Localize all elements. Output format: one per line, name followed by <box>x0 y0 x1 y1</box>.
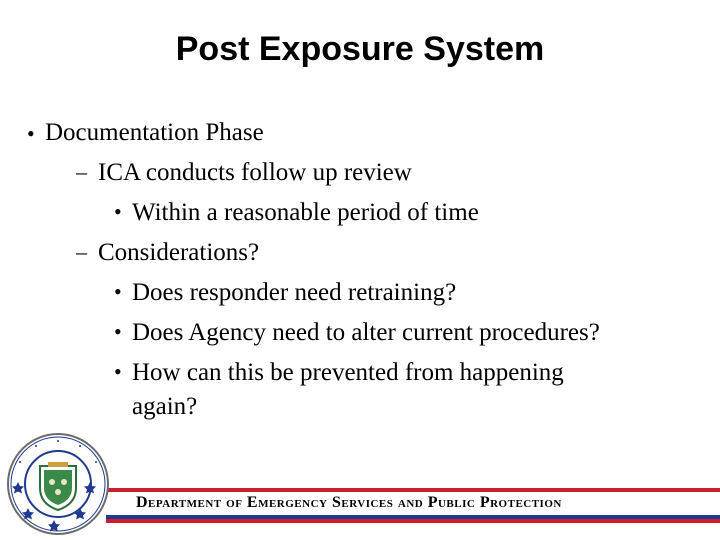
dash-marker: – <box>76 159 87 184</box>
bullet-level3-continuation: again? <box>132 393 198 420</box>
bullet-marker: • <box>27 121 35 146</box>
bullet-level3: Does responder need retraining? <box>132 279 457 306</box>
bullet-level3: Within a reasonable period of time <box>132 199 479 226</box>
bullet-marker: • <box>114 199 122 224</box>
state-seal-icon <box>6 432 110 536</box>
footer-department-name: Department of Emergency Services and Public Protection <box>136 494 562 511</box>
bullet-level2: Considerations? <box>98 239 260 266</box>
bullet-level2: ICA conducts follow up review <box>98 159 412 186</box>
bullet-level3: Does Agency need to alter current procedures? <box>132 319 600 346</box>
bullet-marker: • <box>114 319 122 344</box>
dash-marker: – <box>76 239 87 264</box>
bullet-marker: • <box>114 359 122 384</box>
footer-stripe-red-bottom <box>106 519 720 523</box>
slide-title: Post Exposure System <box>175 30 545 68</box>
bullet-level3: How can this be prevented from happening <box>132 359 564 386</box>
bullet-level1: Documentation Phase <box>45 119 264 146</box>
bullet-marker: • <box>114 279 122 304</box>
